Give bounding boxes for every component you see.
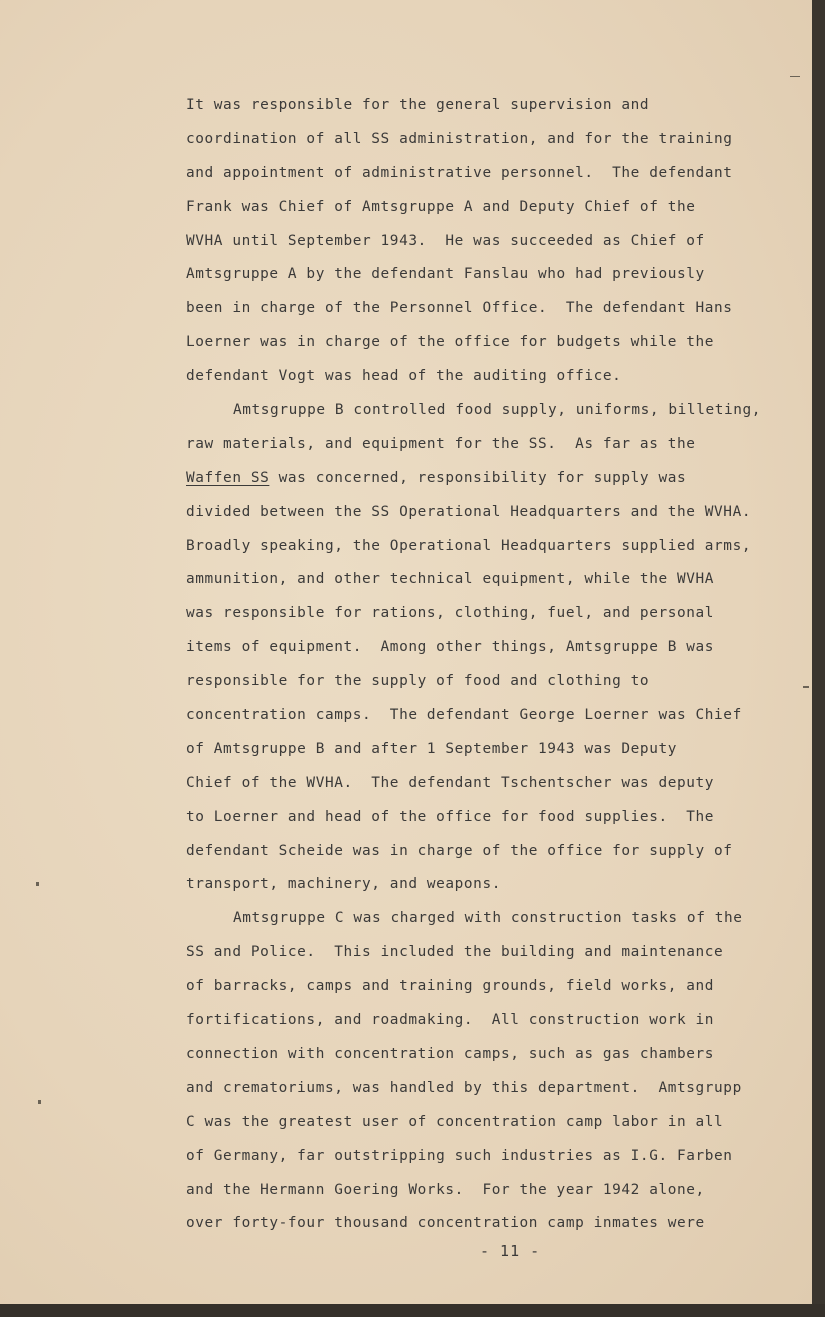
text-line: to Loerner and head of the office for food supplies. The — [186, 808, 715, 825]
scan-border-bottom — [0, 1304, 825, 1317]
text-line-with-underline — [186, 465, 811, 499]
text-line: responsible for the supply of food and clothing to — [186, 673, 650, 690]
text-line: of barracks, camps and training grounds, field works, and — [186, 978, 715, 995]
text-line: over forty-four thousand concentration camp inmates were — [186, 1215, 705, 1232]
text-line: Chief of the WVHA. The defendant Tschentscher was deputy — [186, 774, 715, 791]
text-line: defendant Scheide was in charge of the office for supply of — [186, 842, 733, 859]
text-line: defendant Vogt was head of the auditing office. — [186, 368, 622, 385]
text-line: Frank was Chief of Amtsgruppe A and Deputy Chief of the — [186, 198, 696, 215]
text-line: concentration camps. The defendant George Loerner was Chief — [186, 707, 742, 724]
text-line-paragraph-start: Amtsgruppe C was charged with construction tasks of the — [233, 910, 743, 927]
text-line: coordination of all SS administration, and for the training — [186, 130, 733, 147]
text-line: SS and Police. This included the building and maintenance — [186, 944, 724, 961]
text-line: items of equipment. Among other things, Amtsgruppe B was — [186, 639, 715, 656]
page-number: - 11 - — [480, 1242, 541, 1260]
text-line: Broadly speaking, the Operational Headquarters supplied arms, — [186, 537, 752, 554]
text-line: of Amtsgruppe B and after 1 September 1943 was Deputy — [186, 740, 677, 757]
paper-speck — [790, 76, 800, 77]
text-line: connection with concentration camps, such as gas chambers — [186, 1045, 715, 1062]
text-line: transport, machinery, and weapons. — [186, 876, 501, 893]
text-line: fortifications, and roadmaking. All construction work in — [186, 1012, 715, 1029]
text-line: divided between the SS Operational Headquarters and the WVHA. — [186, 503, 752, 520]
text-line: been in charge of the Personnel Office. The defendant Hans — [186, 300, 733, 317]
text-line: of Germany, far outstripping such industries as I.G. Farben — [186, 1147, 733, 1164]
paper-speck — [803, 686, 809, 688]
paper-speck — [36, 882, 39, 886]
typed-text-body — [186, 92, 811, 1244]
text-line: and appointment of administrative personnel. The defendant — [186, 164, 733, 181]
text-line: ammunition, and other technical equipment, while the WVHA — [186, 571, 715, 588]
text-line: C was the greatest user of concentration camp labor in all — [186, 1113, 724, 1130]
paper-speck — [38, 1100, 41, 1104]
text-line: WVHA until September 1943. He was succeeded as Chief of — [186, 232, 705, 249]
text-line-paragraph-start: Amtsgruppe B controlled food supply, uniforms, billeting, — [233, 402, 762, 419]
text-line: was responsible for rations, clothing, fuel, and personal — [186, 605, 715, 622]
text-line: It was responsible for the general supervision and — [186, 97, 650, 113]
text-line: Amtsgruppe A by the defendant Fanslau who had previously — [186, 266, 705, 283]
scan-border-right — [812, 0, 825, 1317]
underlined-term: Waffen SS — [186, 469, 270, 486]
text-line-rest: was concerned, responsibility for supply was — [269, 469, 687, 486]
text-line: and crematoriums, was handled by this department. Amtsgrupp — [186, 1079, 742, 1096]
text-line: raw materials, and equipment for the SS. As far as the — [186, 435, 696, 452]
text-line: Loerner was in charge of the office for budgets while the — [186, 334, 715, 351]
text-line: and the Hermann Goering Works. For the year 1942 alone, — [186, 1181, 705, 1198]
